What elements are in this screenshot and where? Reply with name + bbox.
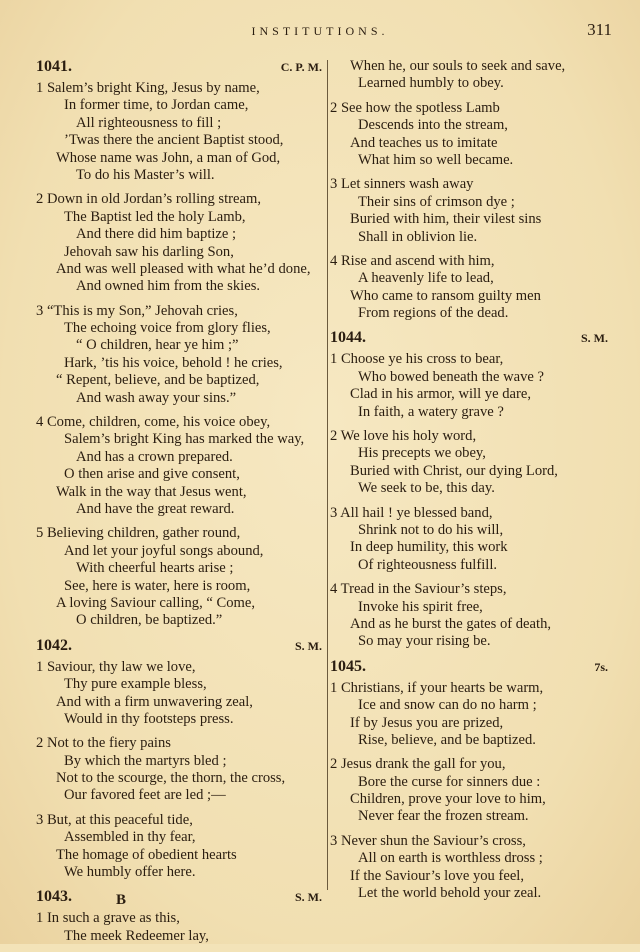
verse-line: Invoke his spirit free,: [358, 598, 483, 615]
verse-line: If by Jesus you are prized,: [350, 714, 504, 731]
verse-line: 4 Come, children, come, his voice obey,: [36, 414, 271, 431]
verse-line: Bore the curse for sinners due :: [358, 773, 541, 790]
hymn-meter: S. M.: [295, 890, 322, 905]
verse-line: 2 Down in old Jordan’s rolling stream,: [36, 191, 261, 208]
hymn-heading: [36, 888, 326, 910]
verse: [36, 735, 326, 805]
column-divider: [327, 60, 328, 890]
verse-line: “ Repent, believe, and be baptized,: [56, 372, 260, 389]
running-header: INSTITUTIONS.: [251, 24, 389, 38]
verse-line: All righteousness to fill ;: [76, 114, 222, 131]
verse: [330, 833, 612, 903]
verse-line: Thy pure example bless,: [64, 676, 207, 693]
verse-line: The echoing voice from glory flies,: [64, 320, 271, 337]
verse-line: In former time, to Jordan came,: [64, 97, 249, 114]
verse-line: ’Twas there the ancient Baptist stood,: [64, 132, 284, 149]
hymn-meter: C. P. M.: [280, 60, 322, 74]
verse-line: 3 Let sinners wash away: [330, 176, 474, 193]
verse: [330, 428, 612, 498]
verse-line: 2 See how the spotless Lamb: [330, 99, 500, 116]
verse-line: Shrink not to do his will,: [358, 521, 504, 538]
verse-line: 3 Never shun the Saviour’s cross,: [330, 832, 526, 849]
verse: [36, 659, 326, 729]
verse: [36, 525, 326, 629]
verse: [330, 100, 612, 170]
verse-line: In deep humility, this work: [350, 539, 508, 556]
verse: [330, 505, 612, 575]
verse-line: His precepts we obey,: [358, 445, 486, 462]
verse-line: O children, be baptized.”: [76, 612, 223, 629]
hymn-meter: S. M.: [581, 331, 608, 346]
verse-line: Of righteousness fulfill.: [358, 556, 498, 573]
verse-line: A heavenly life to lead,: [358, 270, 494, 287]
verse-line: O then arise and give consent,: [64, 466, 240, 483]
hymn-number: 1045.: [330, 657, 366, 675]
verse-line: A loving Saviour calling, “ Come,: [56, 594, 256, 611]
verse-line: What him so well became.: [358, 151, 514, 168]
verse-line: “ O children, hear ye him ;”: [76, 337, 239, 354]
verse-line: Shall in oblivion lie.: [358, 228, 478, 245]
verse: [330, 581, 612, 651]
hymn-meter: S. M.: [295, 638, 322, 653]
verse: [36, 191, 326, 295]
verse-line: Hark, ’tis his voice, behold ! he cries,: [64, 354, 283, 371]
verse-line: We humbly offer here.: [64, 864, 196, 881]
verse-line: 1 Saviour, thy law we love,: [36, 658, 196, 675]
hymn-block: [36, 58, 326, 630]
verse: [330, 58, 612, 93]
verse-line: And with a firm unwavering zeal,: [56, 693, 253, 710]
hymn-number: 1041.: [36, 58, 72, 75]
hymn-number: 1044.: [330, 329, 366, 347]
verse-line: Who came to ransom guilty men: [350, 287, 541, 304]
verse-line: And there did him baptize ;: [76, 226, 237, 243]
verse-line: To do his Master’s will.: [76, 166, 215, 183]
verse-line: Rise, believe, and be baptized.: [358, 731, 536, 748]
verse-line: And owned him from the skies.: [76, 278, 261, 295]
verse-line: 2 We love his holy word,: [330, 428, 477, 445]
hymn-block: [330, 658, 612, 903]
hymn-block: [36, 637, 326, 882]
verse-line: 5 Believing children, gather round,: [36, 525, 241, 542]
verse-line: 4 Rise and ascend with him,: [330, 252, 495, 269]
verse-line: Salem’s bright King has marked the way,: [64, 431, 305, 448]
verse-line: Clad in his armor, will ye dare,: [350, 386, 531, 403]
verse-line: Never fear the frozen stream.: [358, 808, 529, 825]
verse: [330, 351, 612, 421]
verse-line: 1 Christians, if your hearts be warm,: [330, 679, 544, 696]
hymn-number: 1042.: [36, 636, 72, 654]
hymn-heading: [330, 658, 612, 680]
verse-line: The homage of obedient hearts: [56, 846, 237, 863]
verse-line: Jehovah saw his darling Son,: [64, 243, 234, 260]
verse-line: All on earth is worthless dross ;: [358, 850, 543, 867]
verse-line: Would in thy footsteps press.: [64, 710, 234, 727]
verse-line: The meek Redeemer lay,: [64, 927, 209, 944]
verse-line: And have the great reward.: [76, 500, 235, 517]
verse-line: Let the world behold your zeal.: [358, 885, 542, 902]
hymn-number: 1043.: [36, 888, 72, 906]
verse-line: 4 Tread in the Saviour’s steps,: [330, 581, 507, 598]
verse: [330, 253, 612, 323]
verse-line: 1 Salem’s bright King, Jesus by name,: [36, 80, 260, 96]
verse: [36, 80, 326, 184]
hymn-meter: 7s.: [594, 659, 608, 674]
verse-line: 2 Not to the fiery pains: [36, 735, 171, 752]
verse-line: The Baptist led the holy Lamb,: [64, 208, 246, 225]
hymn-block: [330, 58, 612, 322]
verse-line: 1 In such a grave as this,: [36, 910, 180, 927]
verse-line: Who bowed beneath the wave ?: [358, 368, 544, 385]
verse-line: Their sins of crimson dye ;: [358, 193, 515, 210]
verse-line: 3 All hail ! ye blessed band,: [330, 504, 493, 521]
verse-line: So may your rising be.: [358, 633, 491, 650]
verse-line: And as he burst the gates of death,: [350, 615, 552, 632]
verse: [330, 176, 612, 246]
verse-line: 1 Choose ye his cross to bear,: [330, 351, 504, 368]
verse-line: 3 “This is my Son,” Jehovah cries,: [36, 302, 238, 319]
verse-line: Not to the scourge, the thorn, the cross,: [56, 770, 286, 787]
verse: [36, 910, 326, 945]
page-number: 311: [587, 20, 612, 39]
verse-line: And let your joyful songs abound,: [64, 542, 264, 559]
verse-line: With cheerful hearts arise ;: [76, 560, 234, 577]
verse-line: Whose name was John, a man of God,: [56, 149, 281, 166]
verse-line: 2 Jesus drank the gall for you,: [330, 756, 506, 773]
verse-line: From regions of the dead.: [358, 305, 509, 322]
right-column: [330, 58, 612, 909]
verse-line: Descends into the stream,: [358, 117, 508, 134]
verse-line: Our favored feet are led ;—: [64, 787, 226, 804]
verse-line: And was well pleased with what he’d done,: [56, 260, 311, 277]
verse-line: And teaches us to imitate: [350, 134, 498, 151]
verse-line: Children, prove your love to him,: [350, 791, 546, 808]
verse-line: When he, our souls to seek and save,: [350, 58, 566, 74]
hymn-heading: [330, 329, 612, 351]
verse-line: And has a crown prepared.: [76, 448, 233, 465]
hymn-block: [36, 888, 326, 945]
hymn-heading: [36, 637, 326, 659]
verse: [36, 303, 326, 407]
verse: [36, 812, 326, 882]
verse-line: Ice and snow can do no harm ;: [358, 697, 537, 714]
verse-line: Buried with him, their vilest sins: [350, 211, 542, 228]
verse-line: Walk in the way that Jesus went,: [56, 483, 247, 500]
verse: [330, 756, 612, 826]
verse: [330, 680, 612, 750]
verse-line: See, here is water, here is room,: [64, 577, 251, 594]
left-column: [36, 58, 326, 952]
verse-line: Assembled in thy fear,: [64, 829, 196, 846]
verse-line: 3 But, at this peaceful tide,: [36, 811, 193, 828]
verse-line: Buried with Christ, our dying Lord,: [350, 462, 558, 479]
verse-line: Learned humbly to obey.: [358, 75, 504, 92]
verse-line: In faith, a watery grave ?: [358, 403, 504, 420]
verse: [36, 414, 326, 518]
verse-line: By which the martyrs bled ;: [64, 752, 227, 769]
hymn-heading: [36, 58, 326, 80]
signature-mark: B: [116, 892, 127, 908]
verse-line: We seek to be, this day.: [358, 480, 495, 497]
hymn-block: [330, 329, 612, 650]
verse-line: If the Saviour’s love you feel,: [350, 867, 524, 884]
verse-line: And wash away your sins.”: [76, 389, 237, 406]
